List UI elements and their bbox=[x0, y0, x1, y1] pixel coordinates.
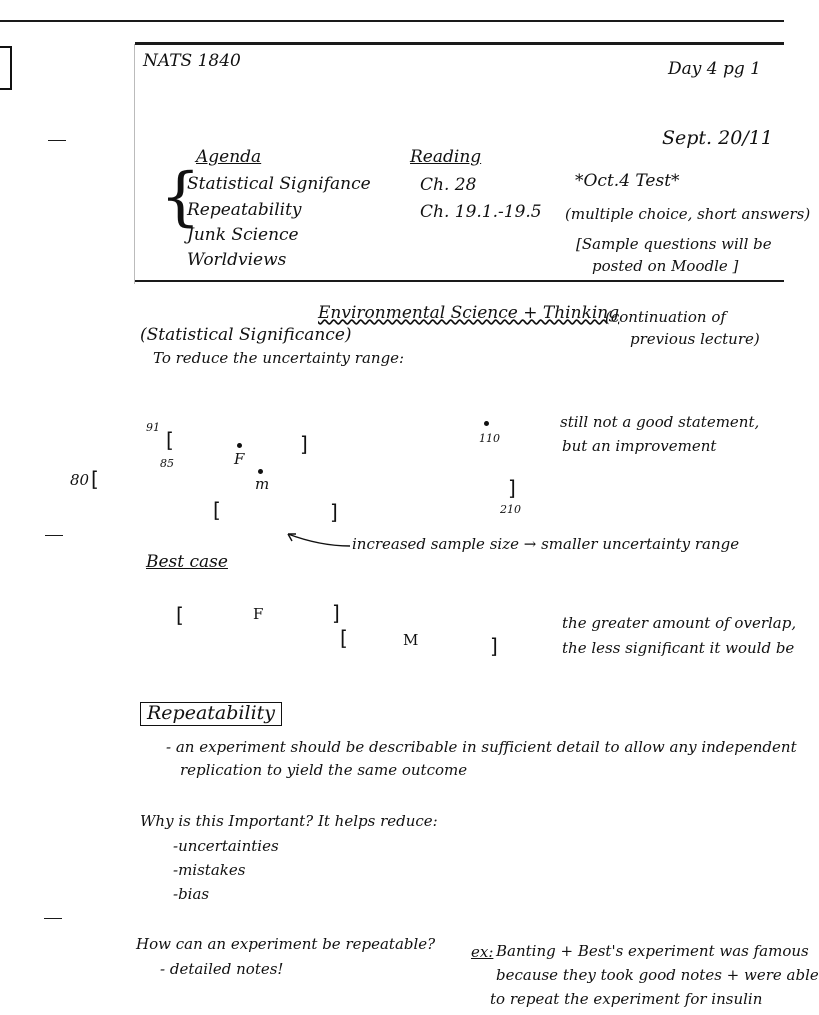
test-note: [Sample questions will be bbox=[576, 235, 772, 253]
how-question: How can an experiment be repeatable? bbox=[136, 935, 436, 953]
male-label: m bbox=[255, 475, 270, 493]
reading-item: Ch. 28 bbox=[420, 175, 477, 195]
diagram-note: still not a good statement, bbox=[560, 413, 760, 431]
example-text: to repeat the experiment for insulin bbox=[490, 990, 763, 1008]
lecture-date: Sept. 20/11 bbox=[662, 127, 773, 149]
range-bracket-open: [ bbox=[91, 467, 99, 491]
agenda-item: Statistical Signifance bbox=[187, 174, 371, 194]
reading-item: Ch. 19.1.-19.5 bbox=[420, 202, 542, 222]
range-bracket-close: ] bbox=[490, 634, 498, 658]
repeatability-definition: - an experiment should be describable in sufficient detail to allow any independent bbox=[166, 738, 797, 756]
continuation-note: previous lecture) bbox=[630, 330, 760, 348]
agenda-item: Repeatability bbox=[187, 200, 302, 220]
test-detail: (multiple choice, short answers) bbox=[565, 205, 811, 223]
overlap-note: the greater amount of overlap, bbox=[562, 614, 797, 632]
top-border-line bbox=[0, 20, 784, 22]
arrow-icon bbox=[280, 528, 352, 552]
agenda-item: Junk Science bbox=[187, 225, 299, 245]
arrow-note: increased sample size → smaller uncertainty range bbox=[352, 535, 740, 553]
section-label: (Statistical Significance) bbox=[140, 325, 352, 345]
female-label: F bbox=[253, 605, 264, 623]
value-label: 85 bbox=[160, 457, 174, 470]
overlap-note: the less significant it would be bbox=[562, 639, 795, 657]
range-bracket-close: ] bbox=[332, 601, 340, 625]
value-label: 110 bbox=[479, 432, 500, 445]
margin-mark bbox=[48, 140, 66, 141]
continuation-note: (continuation of bbox=[605, 308, 726, 326]
test-title: *Oct.4 Test* bbox=[575, 171, 680, 191]
agenda-divider bbox=[135, 280, 784, 282]
diagram-note: but an improvement bbox=[562, 437, 717, 455]
value-label: 210 bbox=[500, 503, 521, 516]
lecture-title: Environmental Science + Thinking bbox=[318, 303, 620, 323]
data-point bbox=[237, 443, 242, 448]
range-bracket-close: ] bbox=[508, 476, 516, 500]
range-bracket-open: [ bbox=[166, 428, 174, 452]
day-page: Day 4 pg 1 bbox=[668, 59, 761, 79]
female-label: F bbox=[234, 450, 245, 468]
why-question: Why is this Important? It helps reduce: bbox=[140, 812, 438, 830]
value-label: 91 bbox=[146, 421, 160, 434]
repeatability-title: Repeatability bbox=[140, 702, 282, 726]
agenda-title: Agenda bbox=[196, 147, 262, 167]
example-text: Banting + Best's experiment was famous bbox=[496, 942, 809, 960]
best-case-title: Best case bbox=[146, 552, 228, 572]
range-bracket-close: ] bbox=[300, 432, 308, 456]
reason-item: -mistakes bbox=[173, 861, 246, 879]
intro-text: To reduce the uncertainty range: bbox=[153, 349, 405, 367]
margin-mark bbox=[44, 918, 62, 919]
range-bracket-close: ] bbox=[330, 500, 338, 524]
agenda-item: Worldviews bbox=[187, 250, 287, 270]
data-point bbox=[484, 421, 489, 426]
example-prefix: ex: bbox=[471, 943, 494, 961]
margin-mark bbox=[45, 535, 63, 536]
reading-title: Reading bbox=[410, 147, 482, 167]
range-bracket-open: [ bbox=[340, 626, 348, 650]
agenda-brace: { bbox=[160, 160, 201, 234]
range-bracket-open: [ bbox=[176, 603, 184, 627]
example-text: because they took good notes + were able bbox=[496, 966, 819, 984]
margin-box bbox=[0, 46, 12, 90]
header-rule bbox=[135, 42, 784, 45]
data-point bbox=[258, 469, 263, 474]
course-code: NATS 1840 bbox=[143, 51, 241, 71]
range-bracket-open: [ bbox=[213, 498, 221, 522]
test-note: posted on Moodle ] bbox=[592, 257, 739, 275]
how-answer: - detailed notes! bbox=[160, 960, 284, 978]
repeatability-definition: replication to yield the same outcome bbox=[180, 761, 468, 779]
reason-item: -uncertainties bbox=[173, 837, 279, 855]
reason-item: -bias bbox=[173, 885, 210, 903]
male-label: M bbox=[403, 631, 419, 649]
margin-value-label: 80 bbox=[70, 471, 90, 489]
left-margin-line bbox=[134, 44, 135, 284]
